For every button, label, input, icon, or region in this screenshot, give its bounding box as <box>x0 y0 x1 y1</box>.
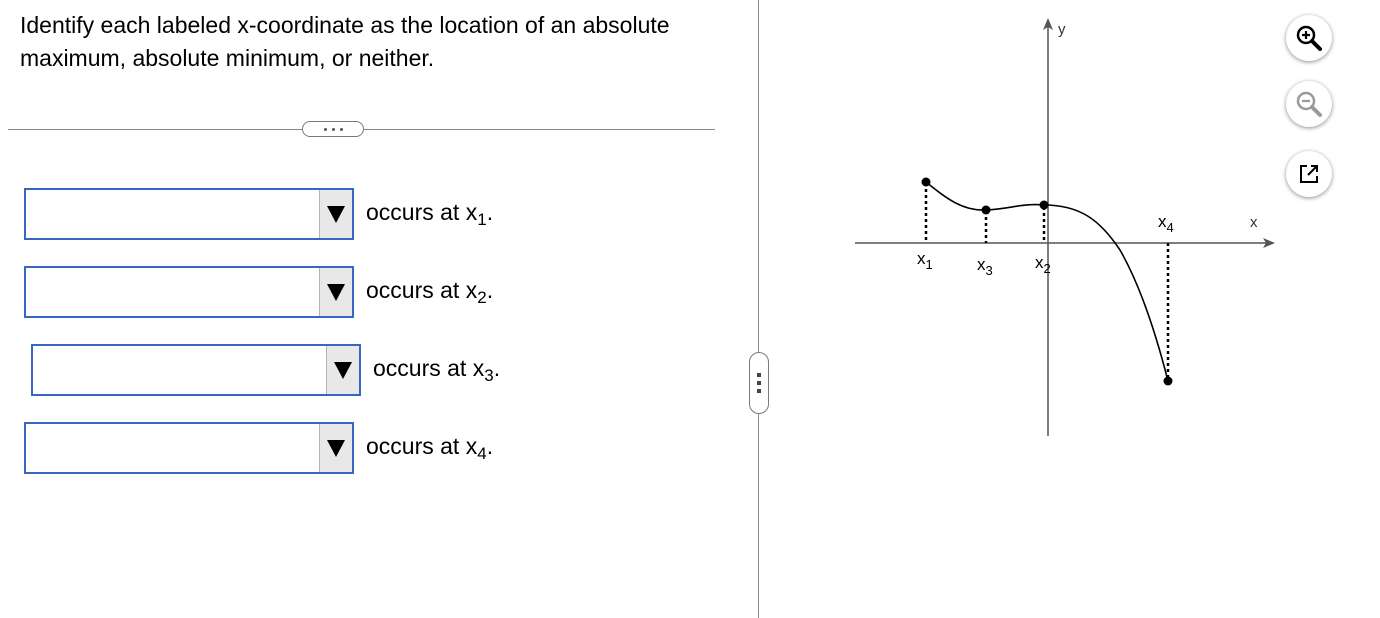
label-x4: $x_4$ <box>1158 212 1174 235</box>
caret-down-icon <box>327 206 345 223</box>
answer-label-2: occurs at $x_2$. <box>366 276 494 307</box>
answer-dropdown-2[interactable] <box>24 266 354 318</box>
answer-dropdown-1[interactable] <box>24 188 354 240</box>
answer-label-1: occurs at $x_1$. <box>366 198 494 229</box>
collapse-handle-vertical[interactable] <box>749 352 769 414</box>
y-axis-label: y <box>1058 21 1066 38</box>
point-x3 <box>982 206 991 215</box>
label-x2: $x_2$ <box>1035 253 1051 276</box>
answer-dropdown-3[interactable] <box>31 344 361 396</box>
label-x3: $x_3$ <box>977 255 993 278</box>
dropdown-arrow-button[interactable] <box>326 346 359 394</box>
zoom-out-icon <box>1295 90 1323 118</box>
answer-label-3: occurs at $x_3$. <box>373 354 501 385</box>
dropdown-arrow-button[interactable] <box>319 190 352 238</box>
answer-row-2 <box>24 266 493 318</box>
answer-label-4: occurs at $x_4$. <box>366 432 494 463</box>
x-axis-label: x <box>1250 214 1258 231</box>
zoom-out-button[interactable] <box>1286 81 1332 127</box>
dropdown-arrow-button[interactable] <box>319 268 352 316</box>
point-x1 <box>922 178 931 187</box>
zoom-in-icon <box>1295 24 1323 52</box>
vertical-divider <box>758 0 759 618</box>
answer-dropdown-4[interactable] <box>24 422 354 474</box>
function-graph <box>770 0 1290 450</box>
question-text: Identify each labeled x-coordinate as the location of an absolute maximum, absolute minimum, or neither. <box>20 12 670 71</box>
answer-row-1 <box>24 188 493 240</box>
collapse-handle-horizontal[interactable] <box>302 121 364 137</box>
dropdown-arrow-button[interactable] <box>319 424 352 472</box>
open-new-window-icon <box>1296 161 1322 187</box>
caret-down-icon <box>334 362 352 379</box>
open-new-window-button[interactable] <box>1286 151 1332 197</box>
point-x4 <box>1164 377 1173 386</box>
answer-row-3 <box>31 344 500 396</box>
label-x1: $x_1$ <box>917 249 933 272</box>
point-x2 <box>1040 201 1049 210</box>
function-curve <box>926 182 1168 381</box>
caret-down-icon <box>327 284 345 301</box>
caret-down-icon <box>327 440 345 457</box>
zoom-in-button[interactable] <box>1286 15 1332 61</box>
answer-row-4 <box>24 422 493 474</box>
